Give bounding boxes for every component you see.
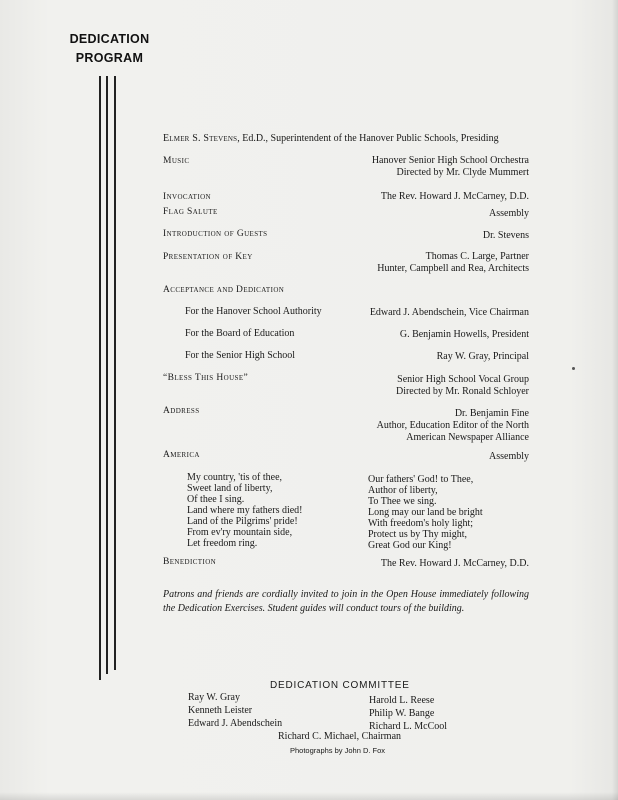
program-item-label: Invocation [163, 192, 211, 202]
verse-line: My country, 'tis of thee, [187, 472, 283, 483]
program-item-performer [249, 408, 529, 444]
verse-line: Long may our land be bright [368, 507, 483, 518]
anthem-verse-1 [187, 472, 303, 549]
performer-line: Hunter, Campbell and Rea, Architects [377, 263, 529, 274]
verse-line: With freedom's holy light; [368, 518, 473, 529]
program-item-label: Address [163, 406, 200, 416]
verse-line: Great God our King! [368, 540, 452, 551]
presiding-line [163, 133, 533, 144]
committee-chairman: Richard C. Michael, Chairman [278, 731, 402, 742]
verse-line: Author of liberty, [368, 485, 438, 496]
performer-line: Assembly [489, 451, 529, 462]
performer-line: Assembly [489, 208, 529, 219]
performer-line: Ray W. Gray, Principal [436, 351, 529, 362]
program-item-label: America [163, 450, 200, 460]
performer-line: Thomas C. Large, Partner [425, 251, 529, 262]
paper-speck [572, 367, 575, 370]
program-heading [62, 30, 157, 68]
presiding-name: Elmer S. Stevens [163, 133, 238, 144]
program-item-performer [249, 307, 529, 319]
performer-line: American Newspaper Alliance [406, 432, 529, 443]
decorative-rule-1 [99, 76, 101, 680]
performer-line: Directed by Mr. Ronald Schloyer [395, 386, 529, 397]
performer-line: Senior High School Vocal Group [397, 374, 529, 385]
verse-line: Land of the Pilgrims' pride! [187, 516, 298, 527]
program-item-label: Acceptance and Dedication [163, 285, 285, 295]
program-item-label: Flag Salute [163, 207, 218, 217]
program-item-performer [249, 191, 529, 203]
heading-line-2: PROGRAM [75, 51, 144, 65]
committee-member: Kenneth Leister [188, 705, 253, 716]
program-item-label: “Bless This House” [163, 373, 249, 383]
page-edge-shadow [612, 0, 618, 800]
verse-line: From ev'ry mountain side, [187, 527, 293, 538]
performer-line: Dr. Benjamin Fine [454, 408, 529, 419]
heading-line-1: DEDICATION [69, 32, 150, 46]
committee-member: Richard L. McCool [369, 721, 448, 732]
committee-member: Harold L. Reese [369, 695, 435, 706]
program-item-performer [249, 208, 529, 220]
program-subitem-label: For the Board of Education [185, 328, 295, 339]
committee-member: Edward J. Abendschein [188, 718, 283, 729]
program-item-performer [249, 329, 529, 341]
performer-line: G. Benjamin Howells, President [399, 329, 529, 340]
program-subitem-label: For the Hanover School Authority [185, 306, 322, 317]
performer-line: The Rev. Howard J. McCarney, D.D. [380, 558, 529, 569]
program-item-performer [249, 351, 529, 363]
program-item-performer [249, 155, 529, 179]
open-house-note: Patrons and friends are cordially invited to join in the Open House immediately following the Dedication Exercises. Student guides will conduct tours of the building. [163, 589, 529, 614]
program-item-label: Introduction of Guests [163, 229, 268, 239]
committee-member: Philip W. Bange [369, 708, 435, 719]
committee-title: DEDICATION COMMITTEE [270, 680, 410, 691]
anthem-verse-2 [368, 474, 483, 551]
performer-line: Directed by Mr. Clyde Mummert [396, 167, 529, 178]
program-item-label: Benediction [163, 557, 217, 567]
program-item-label: Presentation of Key [163, 252, 253, 262]
verse-line: To Thee we sing. [368, 496, 437, 507]
verse-line: Of thee I sing. [187, 494, 245, 505]
performer-line: Dr. Stevens [482, 230, 529, 241]
performer-line: Edward J. Abendschein, Vice Chairman [369, 307, 529, 318]
verse-line: Sweet land of liberty, [187, 483, 273, 494]
decorative-rule-3 [114, 76, 116, 670]
verse-line: Our fathers' God! to Thee, [368, 474, 474, 485]
program-item-performer [249, 451, 529, 463]
program-item-performer [249, 251, 529, 275]
decorative-rule-2 [106, 76, 108, 674]
performer-line: Hanover Senior High School Orchestra [371, 155, 529, 166]
verse-line: Protect us by Thy might, [368, 529, 467, 540]
photo-credit: Photographs by John D. Fox [290, 746, 386, 755]
program-item-label: Music [163, 156, 190, 166]
program-item-performer [249, 558, 529, 570]
performer-line: Author, Education Editor of the North [376, 420, 529, 431]
performer-line: The Rev. Howard J. McCarney, D.D. [380, 191, 529, 202]
page-bottom-shadow [0, 792, 618, 800]
program-subitem-label: For the Senior High School [185, 350, 295, 361]
program-item-performer [249, 374, 529, 398]
program-item-performer [249, 230, 529, 242]
presiding-title: , Ed.D., Superintendent of the Hanover Public Schools, Presiding [237, 133, 499, 144]
verse-line: Land where my fathers died! [187, 505, 303, 516]
verse-line: Let freedom ring. [187, 538, 258, 549]
committee-member: Ray W. Gray [188, 692, 240, 703]
